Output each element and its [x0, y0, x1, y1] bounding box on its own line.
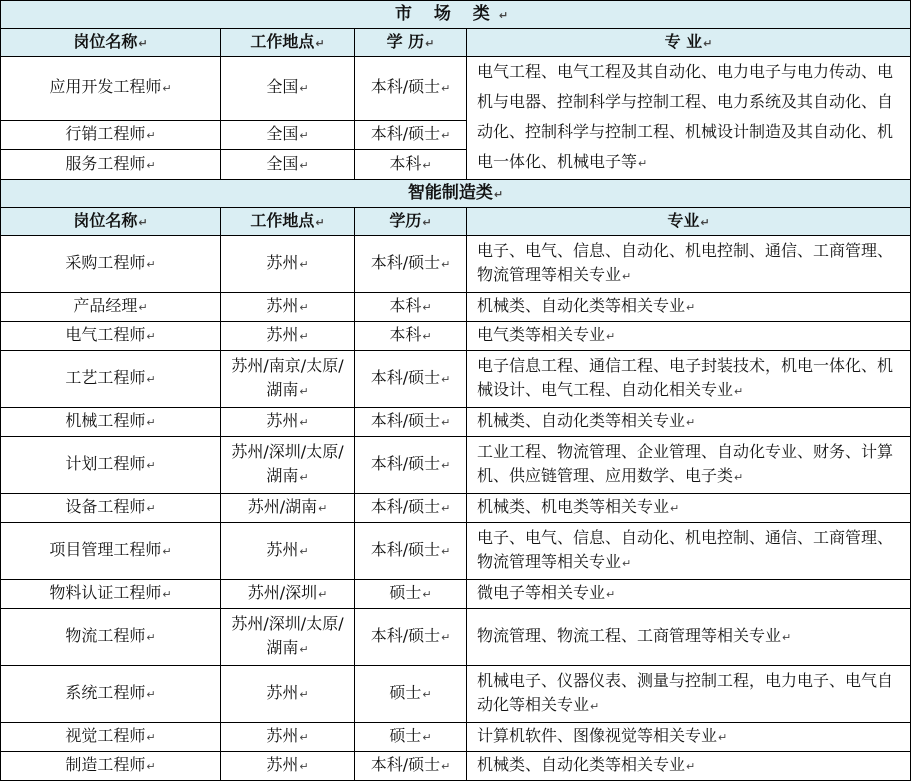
- table-row: [1, 580, 911, 609]
- position-name: 产品经理 ↵: [73, 296, 147, 315]
- header-row: [1, 29, 911, 57]
- education-level: 本科/硕士 ↵: [371, 626, 451, 645]
- major-text: 电气类等相关专业 ↵: [477, 325, 615, 344]
- major-text: 物流管理、物流工程、工商管理等相关专业 ↵: [477, 626, 791, 645]
- table-row: [1, 322, 911, 351]
- education-level: 本科 ↵: [389, 325, 431, 344]
- education-level: 本科 ↵: [389, 296, 431, 315]
- table-row: [1, 236, 911, 293]
- position-name: 制造工程师 ↵: [65, 755, 155, 774]
- work-location: 苏州/深圳 ↵: [248, 583, 328, 602]
- major-text: 计算机软件、图像视觉等相关专业 ↵: [477, 726, 727, 745]
- table-row: [1, 57, 911, 121]
- major-text: 机械类、自动化类等相关专业 ↵: [477, 296, 695, 315]
- position-name: 行销工程师 ↵: [65, 124, 155, 143]
- major-text: 机械类、机电类等相关专业 ↵: [477, 497, 679, 516]
- position-name: 服务工程师 ↵: [65, 154, 155, 173]
- position-name: 机械工程师 ↵: [65, 411, 155, 430]
- education-level: 硕士 ↵: [389, 683, 431, 702]
- education-level: 本科/硕士 ↵: [371, 411, 451, 430]
- major-text: 工业工程、物流管理、企业管理、自动化专业、财务、计算机、供应链管理、应用数学、电子类 ↵: [477, 442, 893, 485]
- position-name: 工艺工程师 ↵: [65, 368, 155, 387]
- position-name: 系统工程师 ↵: [65, 683, 155, 702]
- work-location: 苏州 ↵: [266, 540, 308, 559]
- work-location: 苏州 ↵: [266, 755, 308, 774]
- work-location: 苏州 ↵: [266, 411, 308, 430]
- col-header-major: 专 业 ↵: [665, 32, 713, 51]
- table-row: [1, 494, 911, 523]
- shared-major: 电气工程、电气工程及其自动化、电力电子与电力传动、电机与电器、控制科学与控制工程、电力系统及其自动化、自动化、控制科学与控制工程、机械设计制造及其自动化、机电一体化、机械电子等 ↵: [477, 62, 893, 171]
- education-level: 本科 ↵: [389, 154, 431, 173]
- education-level: 本科/硕士 ↵: [371, 124, 451, 143]
- col-header-location: 工作地点 ↵: [250, 32, 324, 51]
- major-text: 机械电子、仪器仪表、测量与控制工程，电力电子、电气自动化等相关专业 ↵: [477, 671, 893, 714]
- education-level: 本科/硕士 ↵: [371, 454, 451, 473]
- work-location: 全国 ↵: [266, 124, 308, 143]
- education-level: 硕士 ↵: [389, 726, 431, 745]
- major-text: 微电子等相关专业 ↵: [477, 583, 615, 602]
- col-header-location: 工作地点 ↵: [250, 211, 324, 230]
- col-header-position: 岗位名称 ↵: [73, 32, 147, 51]
- major-text: 电子、电气、信息、自动化、机电控制、通信、工商管理、物流管理等相关专业 ↵: [477, 241, 893, 284]
- major-text: 机械类、自动化类等相关专业 ↵: [477, 411, 695, 430]
- major-text: 机械类、自动化类等相关专业 ↵: [477, 755, 695, 774]
- table-row: [1, 609, 911, 666]
- section-title: 市 场 类 ↵: [395, 4, 516, 24]
- position-name: 物料认证工程师 ↵: [49, 583, 171, 602]
- education-level: 本科/硕士 ↵: [371, 368, 451, 387]
- work-location: 苏州 ↵: [266, 253, 308, 272]
- work-location: 苏州 ↵: [266, 325, 308, 344]
- education-level: 本科/硕士 ↵: [371, 540, 451, 559]
- position-name: 视觉工程师 ↵: [65, 726, 155, 745]
- col-header-education: 学 历 ↵: [387, 32, 435, 51]
- col-header-education: 学历 ↵: [389, 211, 431, 230]
- work-location: 苏州/深圳/太原/湖南 ↵: [231, 442, 343, 485]
- table-row: [1, 293, 911, 322]
- position-name: 电气工程师 ↵: [65, 325, 155, 344]
- major-text: 电子、电气、信息、自动化、机电控制、通信、工商管理、物流管理等相关专业 ↵: [477, 528, 893, 571]
- header-row: [1, 208, 911, 236]
- work-location: 苏州/南京/太原/湖南 ↵: [231, 356, 343, 399]
- section-title-row: [1, 180, 911, 208]
- position-name: 应用开发工程师 ↵: [49, 77, 171, 96]
- work-location: 苏州 ↵: [266, 726, 308, 745]
- education-level: 本科/硕士 ↵: [371, 755, 451, 774]
- education-level: 本科/硕士 ↵: [371, 77, 451, 96]
- table-row: [1, 752, 911, 781]
- col-header-position: 岗位名称 ↵: [73, 211, 147, 230]
- major-text: 电子信息工程、通信工程、电子封装技术，机电一体化、机械设计、电气工程、自动化相关专业 ↵: [477, 356, 893, 399]
- table-row: [1, 723, 911, 752]
- section-title-row: [1, 1, 911, 29]
- work-location: 全国 ↵: [266, 77, 308, 96]
- position-name: 计划工程师 ↵: [65, 454, 155, 473]
- work-location: 苏州 ↵: [266, 683, 308, 702]
- table-row: [1, 351, 911, 408]
- col-header-major: 专业 ↵: [667, 211, 709, 230]
- table-row: [1, 408, 911, 437]
- work-location: 全国 ↵: [266, 154, 308, 173]
- work-location: 苏州/深圳/太原/湖南 ↵: [231, 614, 343, 657]
- education-level: 本科/硕士 ↵: [371, 497, 451, 516]
- work-location: 苏州 ↵: [266, 296, 308, 315]
- section-title: 智能制造类 ↵: [408, 183, 503, 203]
- work-location: 苏州/湖南 ↵: [248, 497, 328, 516]
- education-level: 本科/硕士 ↵: [371, 253, 451, 272]
- position-name: 项目管理工程师 ↵: [49, 540, 171, 559]
- position-name: 物流工程师 ↵: [65, 626, 155, 645]
- education-level: 硕士 ↵: [389, 583, 431, 602]
- table-row: [1, 666, 911, 723]
- table-row: [1, 437, 911, 494]
- table-row: [1, 523, 911, 580]
- position-name: 设备工程师 ↵: [65, 497, 155, 516]
- position-name: 采购工程师 ↵: [65, 253, 155, 272]
